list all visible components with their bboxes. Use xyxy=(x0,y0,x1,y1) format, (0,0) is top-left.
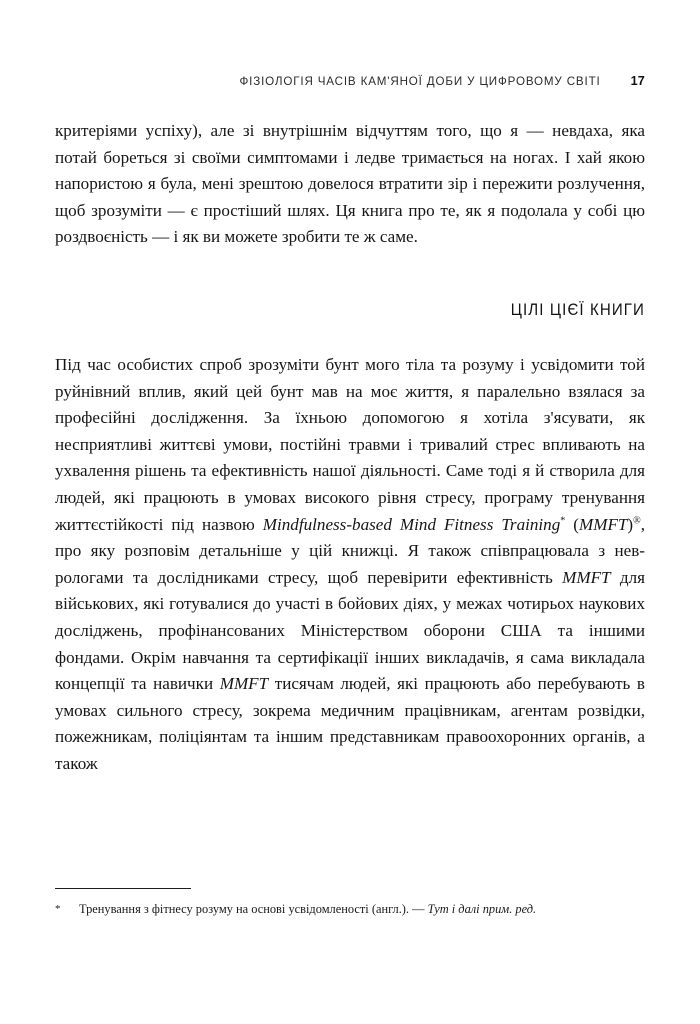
footnote-reference-marker[interactable]: * xyxy=(560,514,566,526)
page-number: 17 xyxy=(630,74,645,88)
footnote-text xyxy=(79,900,645,919)
paragraph-2-segment-6: тисячам людей, які працюють або перебувають в умовах сильного стресу, зокрема медичним працівникам, агентам розвідки, пожежникам, поліціянтам та іншим представникам правоохоронних органів, а також xyxy=(55,674,646,773)
text-column xyxy=(55,118,645,777)
program-abbreviation-italic-3: MMFT xyxy=(219,674,269,694)
program-name-italic: Mindfulness-based Mind Fitness Training xyxy=(262,514,561,534)
paragraph-continuation xyxy=(55,118,645,251)
footnote-separator-rule xyxy=(55,888,191,889)
spacer-before-heading xyxy=(55,251,645,301)
paragraph-2 xyxy=(55,352,645,778)
paragraph-2-segment-4: , про яку розповім детальніше у цій книжці. Я також співпрацювала з неврологами та дослідниками стресу, щоб перевірити ефективність xyxy=(55,514,646,587)
section-heading: ЦІЛІ ЦІЄЇ КНИГИ xyxy=(510,300,645,319)
paragraph-2-segment-2: ( xyxy=(565,514,579,534)
paragraph-2-segment-5: для військових, які готувалися до участі в бойових діях, у межах чотирьох наукових досліджень, профінансованих Міністерством оборони США та іншими фондами. Окрім навчання та сертифікації інших викладачів, я сама викладала концепції та навички xyxy=(55,567,645,694)
footnote-text-plain: Тренування з фітнесу розуму на основі усвідомленості (англ.). — xyxy=(79,902,428,916)
program-abbreviation-italic-2: MMFT xyxy=(562,567,611,587)
paragraph-1-text: критеріями успіху), але зі внутрішнім відчуттям того, що я — невдаха, яка потай бореться зі своїми симптомами і ледве тримається на ногах. І хай якою напористою я була, мені зрештою довелося втратити зір і пережити розлучення, щоб зрозуміти — є простіший шлях. Ця книга про те, як я подолала у собі цю роздвоєність — і як ви можете зробити те ж саме. xyxy=(55,121,645,247)
running-head xyxy=(55,74,645,96)
spacer-after-heading xyxy=(55,320,645,352)
footnote-marker: * xyxy=(55,903,61,915)
paragraph-2-segment-1: Під час особистих спроб зрозуміти бунт мого тіла та розуму і усвідомити той руйнівний вплив, який цей бунт мав на моє життя, я паралельно взялася за професійні дослідження. За їхньою допомогою я хотіла з'ясувати, як несприятливі життєві умови, постійні травми і тривалий стрес впливають на ухвалення рішень та ефективність нашої діяльності. Саме тоді я й створила для людей, які працюють в умовах високого рівня стресу, програму тренування життєстійкості під назвою xyxy=(55,354,645,534)
footnote-entry xyxy=(55,900,645,919)
footnote-block xyxy=(55,888,645,919)
registered-trademark-mark: ® xyxy=(633,514,641,526)
footnote-text-italic: Тут і далі прим. ред. xyxy=(427,902,537,916)
program-abbreviation-italic-1: MMFT xyxy=(578,514,628,534)
running-head-title: ФІЗІОЛОГІЯ ЧАСІВ КАМ'ЯНОЇ ДОБИ У ЦИФРОВОМУ СВІТІ xyxy=(239,75,601,88)
paragraph-2-segment-3: ) xyxy=(627,514,634,534)
